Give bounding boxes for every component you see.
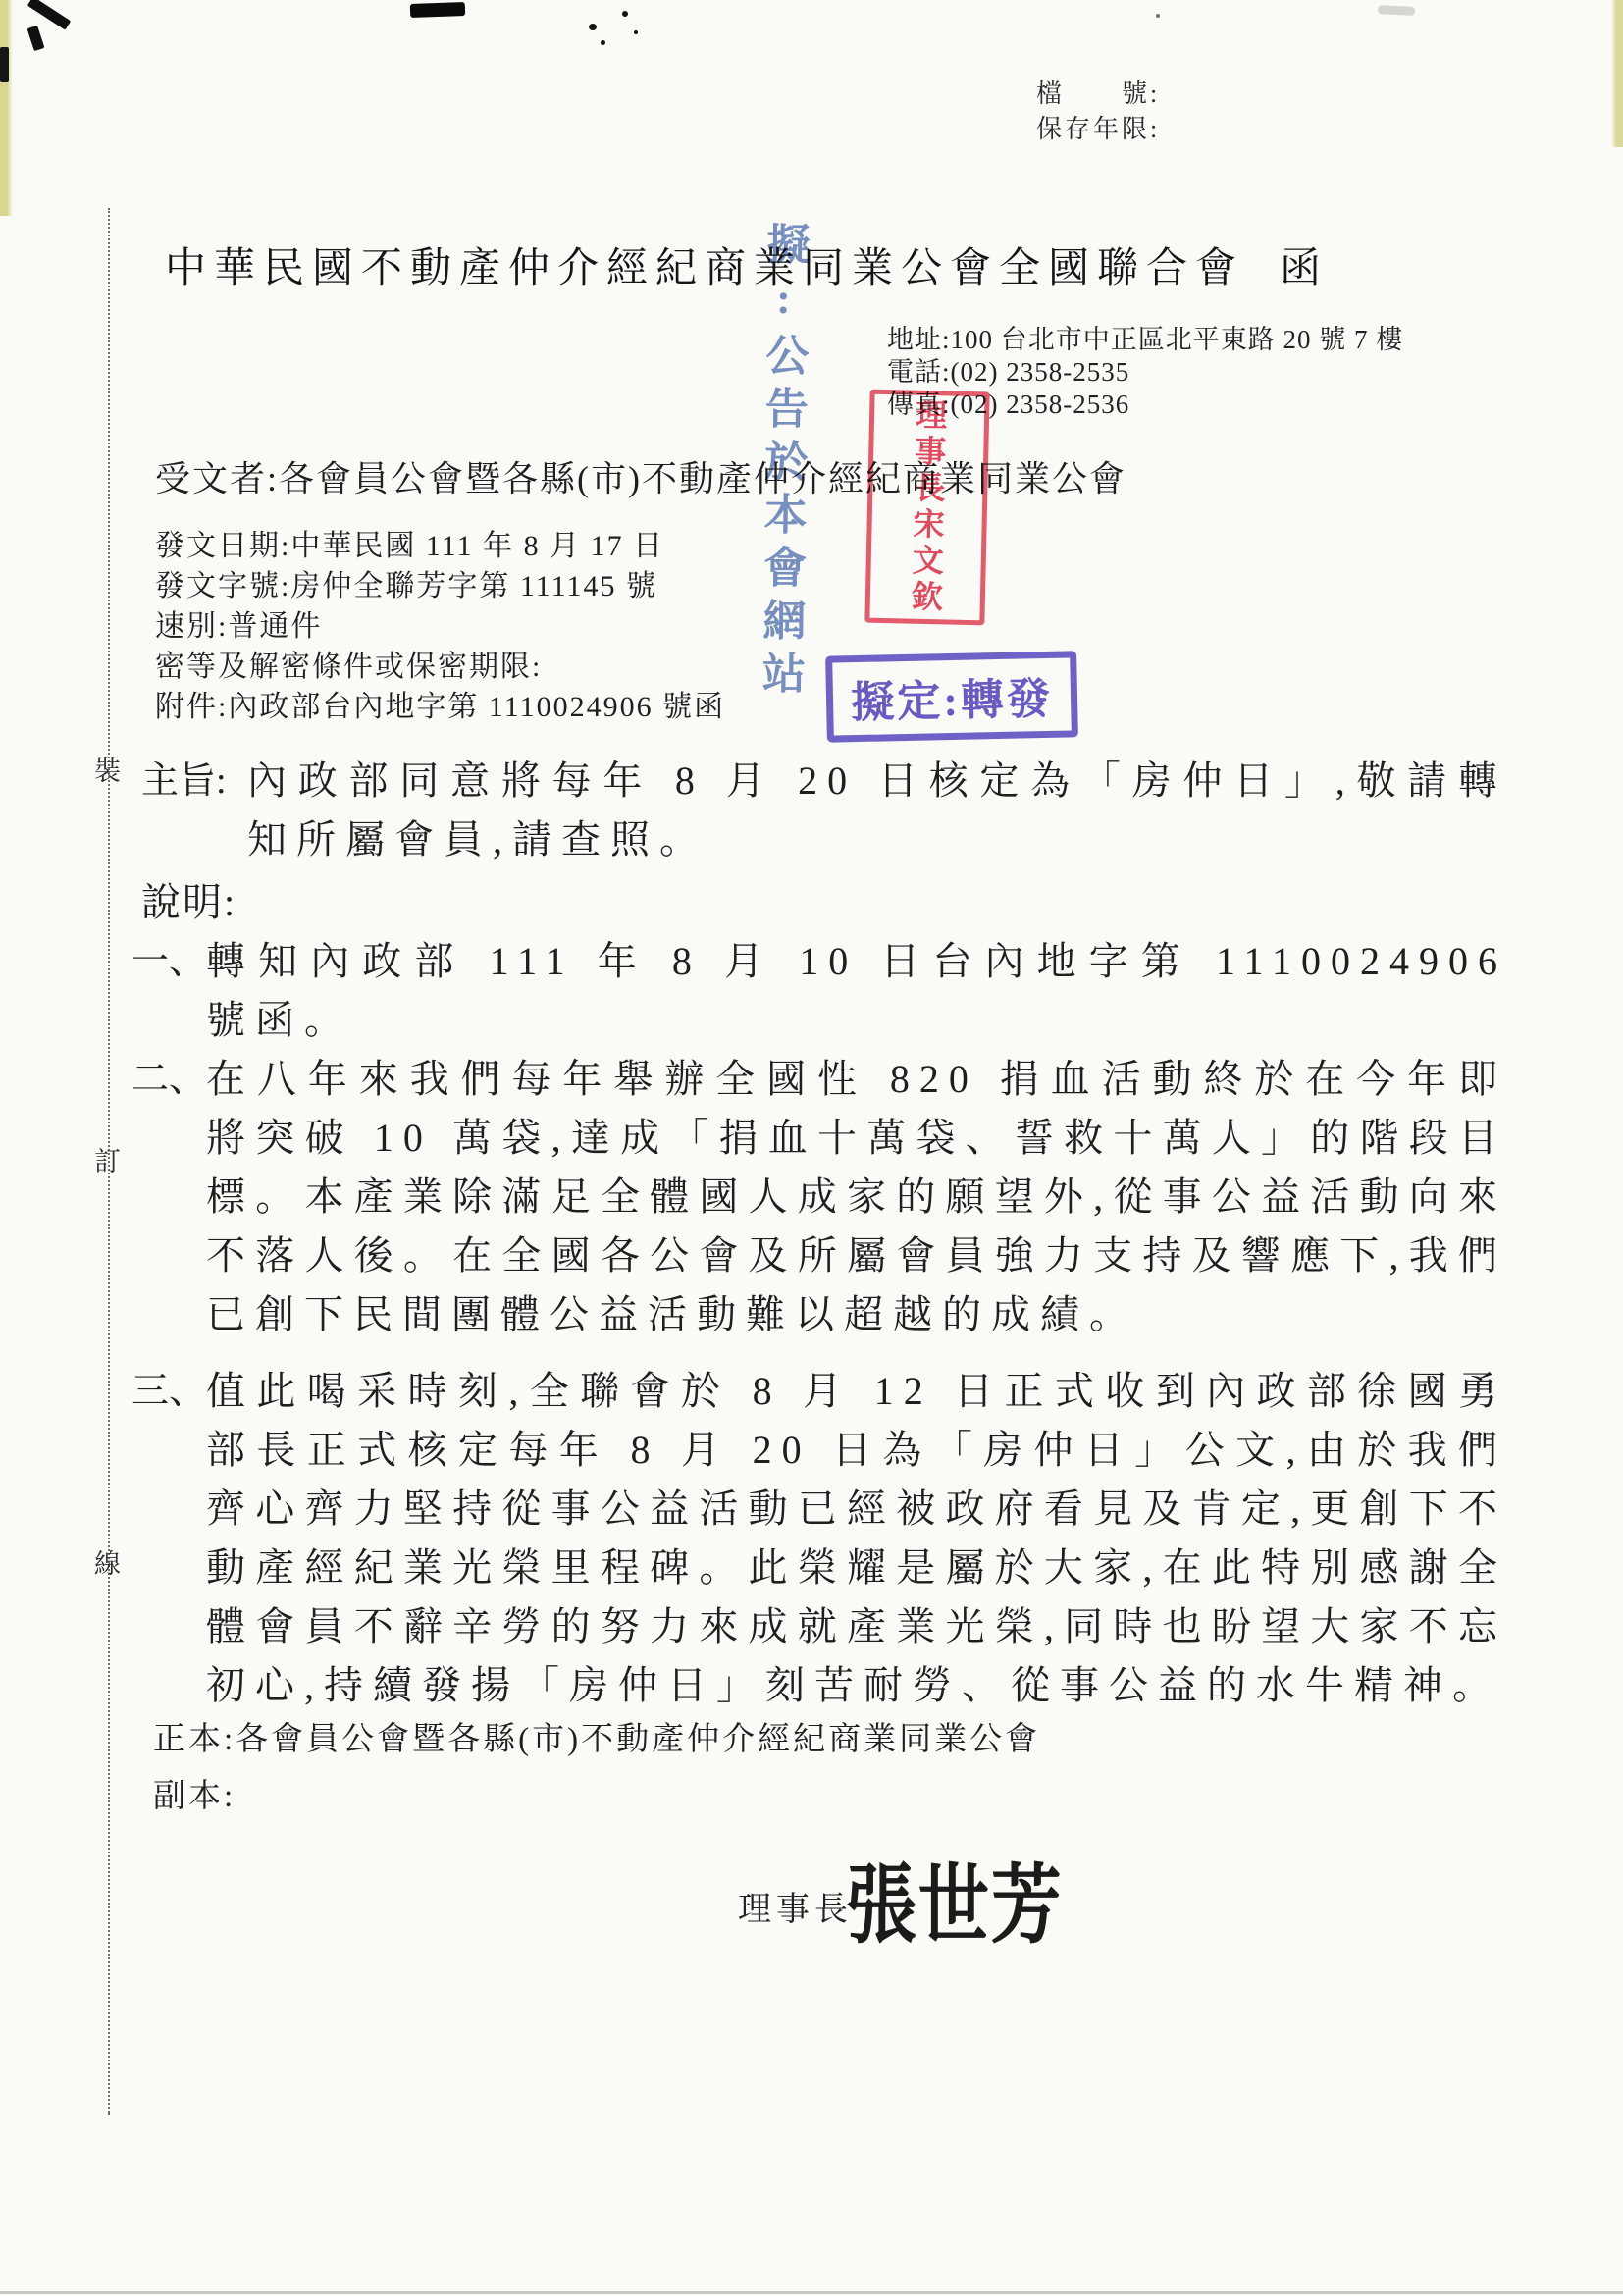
copy-recipient-line: 副本: [153, 1779, 236, 1814]
signer-title: 理事長 [738, 1892, 853, 1928]
binding-mark-ding: 訂 [94, 1147, 121, 1176]
organization-title: 中華民國不動產仲介經紀商業同業公會全國聯合會 [165, 246, 1245, 291]
letter-title-row [165, 235, 1329, 294]
explanation-item-1 [131, 932, 1507, 1050]
scan-streak-right [1611, 0, 1623, 147]
explanation-item-2 [131, 1050, 1507, 1344]
item-number: 二、 [131, 1059, 207, 1100]
binding-mark-xian: 線 [94, 1549, 121, 1579]
chairman-stamp-text: 理事長宋文欽 [907, 397, 948, 617]
document-type: 函 [1280, 246, 1330, 291]
explanation-items [131, 932, 1507, 1715]
scan-mark-top-dash [410, 2, 465, 18]
signer-name-signature: 張世芳 [846, 1859, 1064, 1955]
doc-number-line: 發文字號:房仲全聯芳字第 111145 號 [155, 570, 657, 602]
handwritten-annotation: 擬:公告於本會網站 [755, 221, 809, 704]
subject-text: 內政部同意將每年 8 月 20 日核定為「房仲日」,敬請轉知所屬會員,請查照。 [247, 758, 1507, 861]
file-number-label: 檔 號: [1036, 79, 1161, 108]
issue-date-line: 發文日期:中華民國 111 年 8 月 17 日 [155, 530, 665, 562]
scan-dot [634, 30, 638, 34]
file-header-block [1036, 77, 1160, 147]
scan-dot [589, 24, 597, 30]
document-meta-block [155, 526, 725, 727]
item-number: 三、 [131, 1371, 207, 1412]
speed-line: 速別:普通件 [155, 610, 323, 643]
chairman-name-stamp [864, 390, 989, 626]
item-text: 轉知內政部 111 年 8 月 10 日台內地字第 1110024906 號函。 [206, 939, 1507, 1042]
explanation-item-3 [131, 1362, 1507, 1715]
original-recipient-line: 正本:各會員公會暨各縣(市)不動產仲介經紀商業同業公會 [153, 1722, 1041, 1757]
attachment-line: 附件:內政部台內地字第 1110024906 號函 [155, 691, 726, 723]
recipient-line: 受文者:各會員公會暨各縣(市)不動產仲介經紀商業同業公會 [155, 459, 1126, 498]
binding-mark-zhuang: 裝 [94, 757, 121, 786]
approval-stamp: 擬定:轉發 [825, 651, 1078, 742]
subject-label: 主旨: [141, 760, 227, 802]
scan-bottom-edge [0, 2291, 1623, 2294]
explanation-label: 說明: [141, 880, 237, 924]
scan-dot [622, 11, 628, 17]
scan-streak-left [0, 0, 13, 216]
scan-dot [601, 40, 605, 45]
item-text: 在八年來我們每年舉辦全國性 820 捐血活動終於在今年即將突破 10 萬袋,達成「捐血十萬袋、誓救十萬人」的階段目標。本產業除滿足全體國人成家的願望外,從事公益活動向來不落人後。在全國各公會及所屬會員強力支持及響應下,我們已創下民間團體公益活動難以超越的成績。 [206, 1057, 1507, 1336]
scan-mark-topleft-b [27, 26, 45, 51]
secrecy-line: 密等及解密條件或保密期限: [155, 651, 543, 683]
scan-smudge [1378, 5, 1415, 16]
retention-period-label: 保存年限: [1036, 115, 1161, 143]
item-number: 一、 [131, 941, 207, 982]
item-text: 值此喝采時刻,全聯會於 8 月 12 日正式收到內政部徐國勇部長正式核定每年 8 月 20 日為「房仲日」公文,由於我們齊心齊力堅持從事公益活動已經被政府看見及肯定,更創下不動產經紀業光榮里程碑。此榮耀是屬於大家,在此特別感謝全體會員不辭辛勞的努力來成就產業光榮,同時也盼望大家不忘初心,持續發揚「房仲日」刻苦耐勞、從事公益的水牛精神。 [206, 1369, 1507, 1707]
scan-mark-left-edge [0, 47, 9, 82]
subject-row [141, 752, 1507, 869]
fax-line: 傳真:(02) 2358-2536 [887, 390, 1130, 419]
phone-line: 電話:(02) 2358-2535 [887, 357, 1130, 387]
address-line: 地址:100 台北市中正區北平東路 20 號 7 樓 [887, 325, 1404, 354]
scan-dot [1156, 14, 1160, 18]
